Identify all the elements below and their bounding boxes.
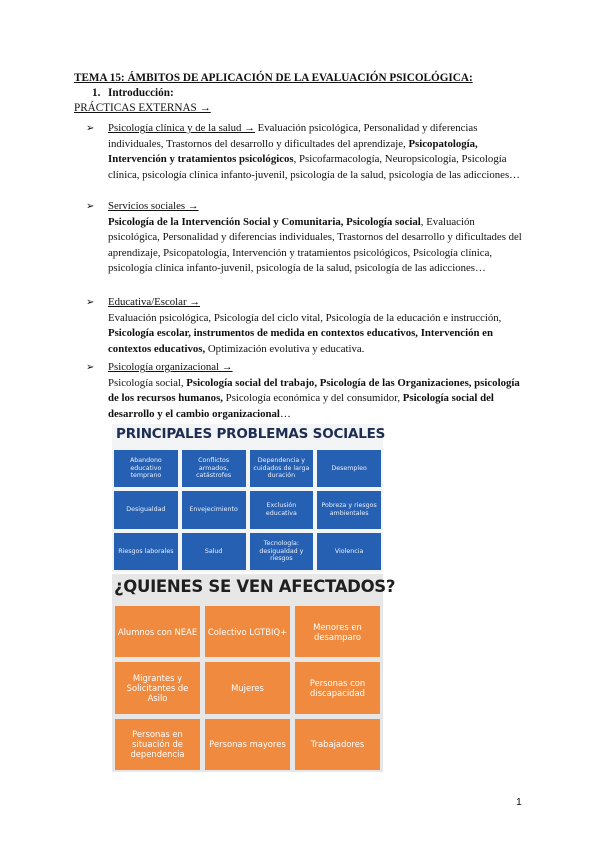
item-text: Optimización evolutiva y educativa. xyxy=(205,342,365,355)
problema-cell: Envejecimiento xyxy=(182,491,246,528)
afectado-cell: Migrantes y Solicitantes de Asilo xyxy=(115,662,200,713)
arrow-bullet-icon: ➢ xyxy=(86,297,95,308)
item-text: Evaluación psicológica, Personalidad y diferencias individuales, Trastornos del desarrollo y dificultades del aprendizaje, xyxy=(108,122,478,150)
item-heading: Servicios sociales → xyxy=(108,200,199,212)
afectado-cell: Personas en situación de dependencia xyxy=(115,719,200,770)
page-number: 1 xyxy=(516,796,522,808)
afectado-cell: Trabajadores xyxy=(295,719,380,770)
item-text: Psicología económica y del consumidor, xyxy=(222,392,403,405)
item-bold-text: Psicología escolar, instrumentos de medida en contextos educativos, Intervención en contextos educativos, xyxy=(108,327,493,355)
problemas-sociales-grid xyxy=(114,450,381,570)
problema-cell: Pobreza y riesgos ambientales xyxy=(317,491,381,528)
list-item-servicios-sociales xyxy=(86,199,528,277)
problema-cell: Tecnología: desigualdad y riesgos xyxy=(250,533,314,570)
document-title: TEMA 15: ÁMBITOS DE APLICACIÓN DE LA EVALUACIÓN PSICOLÓGICA: xyxy=(74,72,473,84)
list-item-organizacional xyxy=(86,360,528,422)
afectados-image xyxy=(112,574,396,772)
problema-cell: Exclusión educativa xyxy=(250,491,314,528)
section-number: 1. xyxy=(92,87,101,99)
item-text: , Psicofarmacología, Neuropsicología, Psicología clínica, psicología clínica infanto-juvenil, psicología de la salud, psicología de las adicciones… xyxy=(108,153,520,181)
problema-cell: Dependencia y cuidados de larga duración xyxy=(250,450,314,487)
afectado-cell: Personas mayores xyxy=(205,719,290,770)
arrow-bullet-icon: ➢ xyxy=(86,201,95,212)
item-bold-text: Psicología social del trabajo, Psicología de las Organizaciones, psicología de los recursos humanos, xyxy=(108,376,520,405)
item-bold-text: Psicopatología, Intervención y tratamientos psicológicos xyxy=(108,137,478,166)
item-bold-text: Psicología social del desarrollo y el cambio organizacional xyxy=(108,392,494,420)
item-heading: Educativa/Escolar → xyxy=(108,296,201,308)
arrow-bullet-icon: ➢ xyxy=(86,123,95,134)
problema-cell: Riesgos laborales xyxy=(114,533,178,570)
afectado-cell: Menores en desamparo xyxy=(295,606,380,657)
item-text: Psicología social, xyxy=(108,376,187,389)
item-text: , Evaluación psicológica, Personalidad y diferencias individuales, Trastornos del desarrollo y dificultades del aprendizaje, Psicopatología, Intervención y tratamientos psicológicos, Psicología clínica, psicología clínica infanto-juvenil, psicología de la salud, psicología de las adicciones… xyxy=(108,215,522,275)
item-text: Evaluación psicológica, Psicología del ciclo vital, Psicología de la educación e instrucción, xyxy=(108,311,502,324)
item-heading: Psicología clínica y de la salud → xyxy=(108,122,255,134)
list-item-educativa xyxy=(86,295,528,357)
problema-cell: Conflictos armados, catástrofes xyxy=(182,450,246,487)
afectado-cell: Colectivo LGTBIQ+ xyxy=(205,606,290,657)
item-bold-text: Psicología de la Intervención Social y Comunitaria, Psicología social xyxy=(108,215,421,228)
problema-cell: Salud xyxy=(182,533,246,570)
afectado-cell: Alumnos con NEAE xyxy=(115,606,200,657)
list-item-clinica xyxy=(86,121,528,183)
item-text: … xyxy=(279,407,291,420)
afectado-cell: Personas con discapacidad xyxy=(295,662,380,713)
section-label: Introducción: xyxy=(108,87,174,99)
item-heading: Psicología organizacional → xyxy=(108,361,233,373)
problemas-sociales-image xyxy=(112,424,386,572)
afectado-cell: Mujeres xyxy=(205,662,290,713)
arrow-bullet-icon: ➢ xyxy=(86,362,95,373)
practicas-externas-heading: PRÁCTICAS EXTERNAS → xyxy=(74,102,211,114)
problemas-sociales-heading: PRINCIPALES PROBLEMAS SOCIALES xyxy=(116,426,386,442)
problema-cell: Violencia xyxy=(317,533,381,570)
afectados-grid xyxy=(115,606,380,770)
problema-cell: Abandono educativo temprano xyxy=(114,450,178,487)
section-heading-introduccion xyxy=(92,87,174,99)
problema-cell: Desigualdad xyxy=(114,491,178,528)
afectados-heading: ¿QUIENES SE VEN AFECTADOS? xyxy=(114,577,396,596)
problema-cell: Desempleo xyxy=(317,450,381,487)
